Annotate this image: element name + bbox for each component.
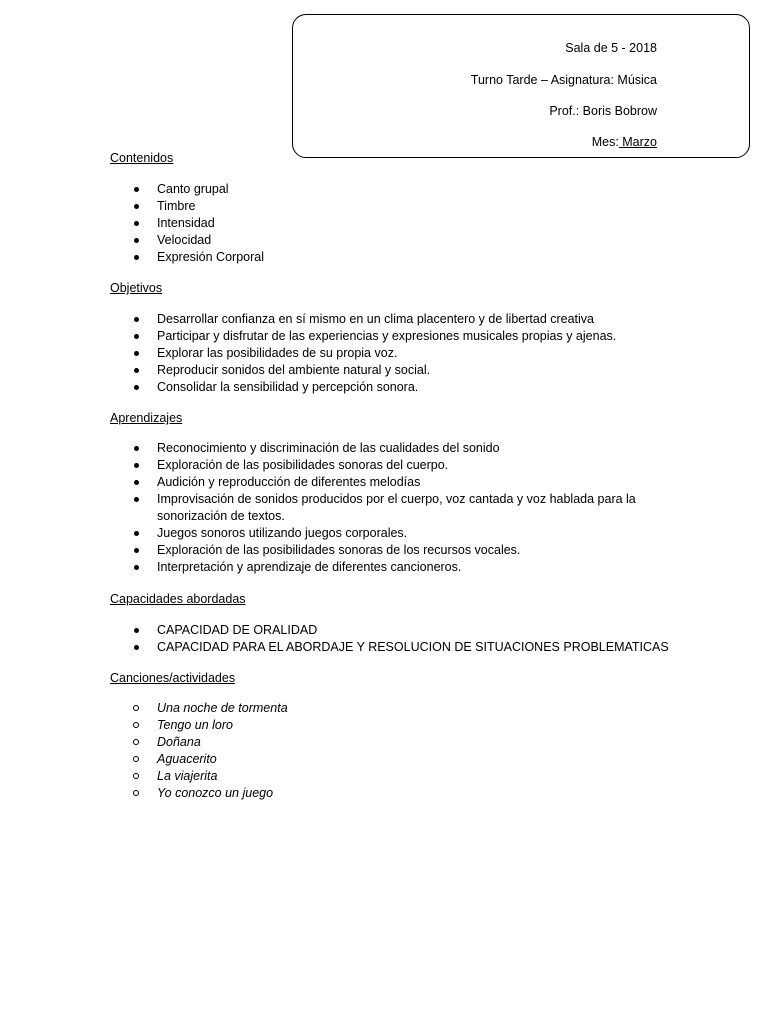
list-item: Explorar las posibilidades de su propia voz. xyxy=(0,345,768,362)
list-item: Canto grupal xyxy=(0,181,768,198)
list-item: Reproducir sonidos del ambiente natural y social. xyxy=(0,362,768,379)
list-item: La viajerita xyxy=(0,768,768,785)
capacidades-list xyxy=(0,622,768,656)
list-item: Tengo un loro xyxy=(0,717,768,734)
header-month-label: Mes: xyxy=(591,135,619,149)
bullet-icon xyxy=(134,565,139,570)
list-item: Timbre xyxy=(0,198,768,215)
bullet-icon xyxy=(134,463,139,468)
list-item: Doñana xyxy=(0,734,768,751)
list-item: Velocidad xyxy=(0,232,768,249)
bullet-icon xyxy=(134,187,139,192)
circle-bullet-icon xyxy=(133,739,139,745)
bullet-icon xyxy=(134,645,139,650)
objetivos-list xyxy=(0,311,768,396)
aprendizajes-list xyxy=(0,440,768,576)
bullet-icon xyxy=(134,204,139,209)
section-title-canciones: Canciones/actividades xyxy=(110,671,236,685)
bullet-icon xyxy=(134,385,139,390)
bullet-icon xyxy=(134,531,139,536)
bullet-icon xyxy=(134,317,139,322)
contenidos-list xyxy=(0,181,768,266)
header-box xyxy=(292,14,750,158)
list-item: Consolidar la sensibilidad y percepción sonora. xyxy=(0,379,768,396)
list-item: Expresión Corporal xyxy=(0,249,768,266)
list-item: Intensidad xyxy=(0,215,768,232)
list-item: Participar y disfrutar de las experiencias y expresiones musicales propias y ajenas. xyxy=(0,328,768,345)
bullet-icon xyxy=(134,334,139,339)
circle-bullet-icon xyxy=(133,773,139,779)
bullet-icon xyxy=(134,368,139,373)
list-item: Reconocimiento y discriminación de las cualidades del sonido xyxy=(0,440,768,457)
header-class-year: Sala de 5 - 2018 xyxy=(565,41,657,55)
list-item: Audición y reproducción de diferentes melodías xyxy=(0,474,768,491)
list-item: Exploración de las posibilidades sonoras del cuerpo. xyxy=(0,457,768,474)
list-item: CAPACIDAD DE ORALIDAD xyxy=(0,622,768,639)
list-item: CAPACIDAD PARA EL ABORDAJE Y RESOLUCION DE SITUACIONES PROBLEMATICAS xyxy=(0,639,768,656)
circle-bullet-icon xyxy=(133,790,139,796)
list-item: Juegos sonoros utilizando juegos corporales. xyxy=(0,525,768,542)
circle-bullet-icon xyxy=(133,756,139,762)
section-title-capacidades: Capacidades abordadas xyxy=(110,592,246,606)
list-item: Desarrollar confianza en sí mismo en un clima placentero y de libertad creativa xyxy=(0,311,768,328)
list-item: Improvisación de sonidos producidos por el cuerpo, voz cantada y voz hablada para la sonorización de textos. xyxy=(0,491,768,525)
list-item: Interpretación y aprendizaje de diferentes cancioneros. xyxy=(0,559,768,576)
header-month-value: Marzo xyxy=(618,135,657,149)
canciones-list xyxy=(0,700,768,802)
circle-bullet-icon xyxy=(133,722,139,728)
header-shift-subject: Turno Tarde – Asignatura: Música xyxy=(470,73,657,87)
bullet-icon xyxy=(134,446,139,451)
bullet-icon xyxy=(134,255,139,260)
bullet-icon xyxy=(134,497,139,502)
list-item: Aguacerito xyxy=(0,751,768,768)
header-teacher: Prof.: Boris Bobrow xyxy=(549,104,657,118)
bullet-icon xyxy=(134,480,139,485)
bullet-icon xyxy=(134,548,139,553)
header-month xyxy=(592,134,657,150)
bullet-icon xyxy=(134,628,139,633)
bullet-icon xyxy=(134,351,139,356)
list-item: Una noche de tormenta xyxy=(0,700,768,717)
section-title-objetivos: Objetivos xyxy=(110,281,163,295)
bullet-icon xyxy=(134,238,139,243)
section-title-contenidos: Contenidos xyxy=(110,151,174,165)
list-item: Exploración de las posibilidades sonoras de los recursos vocales. xyxy=(0,542,768,559)
bullet-icon xyxy=(134,221,139,226)
list-item: Yo conozco un juego xyxy=(0,785,768,802)
section-title-aprendizajes: Aprendizajes xyxy=(110,411,183,425)
circle-bullet-icon xyxy=(133,705,139,711)
